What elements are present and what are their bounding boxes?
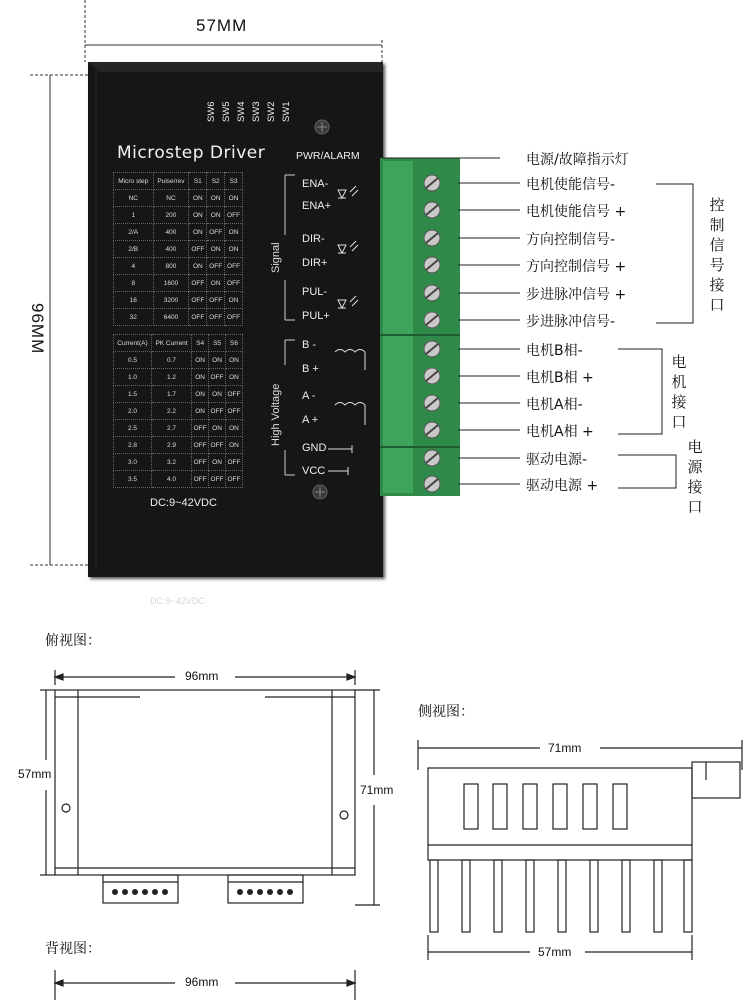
table-cell: OFF xyxy=(189,309,207,326)
terminal-label-dir-plus: DIR+ xyxy=(302,257,328,269)
table-header: S2 xyxy=(207,173,225,190)
table-header: Current(A) xyxy=(114,335,152,352)
table-cell: ON xyxy=(207,275,225,292)
terminal-label-ena-plus: ENA+ xyxy=(302,200,332,212)
side-view-bottom-label: 57mm xyxy=(538,945,572,959)
table-cell: OFF xyxy=(189,275,207,292)
annotation-pin-8: 电机B相 + xyxy=(526,370,594,386)
table-cell: OFF xyxy=(192,437,209,454)
faint-caption: DC:9~42VDC xyxy=(150,596,205,606)
annotation-pin-1: 电机使能信号- xyxy=(526,177,616,193)
annotation-pin-3: 方向控制信号- xyxy=(526,232,616,248)
signal-group-label: Signal xyxy=(270,242,282,273)
table-cell: 1.2 xyxy=(151,369,191,386)
table-header: S1 xyxy=(189,173,207,190)
table-cell: ON xyxy=(192,386,209,403)
table-cell: OFF xyxy=(209,403,226,420)
table-header: S6 xyxy=(226,335,243,352)
annotation-pin-12: 驱动电源 + xyxy=(526,478,599,494)
table-cell: 1600 xyxy=(153,275,189,292)
table-cell: OFF xyxy=(192,420,209,437)
side-view-title: 侧视图： xyxy=(418,704,474,720)
table-cell: 4 xyxy=(114,258,154,275)
table-cell: 200 xyxy=(153,207,189,224)
terminal-label-vcc: VCC xyxy=(302,465,326,477)
terminal-label-b-plus: B + xyxy=(302,363,319,375)
annotation-pin-7: 电机B相- xyxy=(526,343,583,359)
table-cell: 2/B xyxy=(114,241,154,258)
switch-label-sw4: SW4 xyxy=(236,101,247,122)
terminal-label-gnd: GND xyxy=(302,442,327,454)
switch-label-sw1: SW1 xyxy=(281,101,292,122)
terminal-label-dir-minus: DIR- xyxy=(302,233,325,245)
table-cell: OFF xyxy=(226,403,243,420)
switch-label-sw3: SW3 xyxy=(251,101,262,122)
switch-label-sw2: SW2 xyxy=(266,101,277,122)
table-cell: 1.5 xyxy=(114,386,152,403)
table-header: Pulse/rev xyxy=(153,173,189,190)
table-cell: NC xyxy=(114,190,154,207)
table-cell: ON xyxy=(225,224,243,241)
table-cell: OFF xyxy=(225,309,243,326)
table-cell: ON xyxy=(209,420,226,437)
table-cell: 3.5 xyxy=(114,471,152,488)
annotation-pin-2: 电机使能信号 + xyxy=(526,204,627,220)
annotation-pin-10: 电机A相 + xyxy=(526,424,594,440)
back-view-title: 背视图： xyxy=(45,941,101,957)
table-cell: OFF xyxy=(226,454,243,471)
table-cell: OFF xyxy=(207,224,225,241)
group-label-power: 电源接口 xyxy=(687,438,703,516)
table-cell: OFF xyxy=(209,437,226,454)
table-cell: OFF xyxy=(225,207,243,224)
table-cell: 3.2 xyxy=(151,454,191,471)
table-cell: ON xyxy=(192,352,209,369)
supply-range-label: DC:9~42VDC xyxy=(150,497,217,509)
side-height-label: 96MM xyxy=(28,303,47,355)
side-view-top-label: 71mm xyxy=(548,741,582,755)
table-cell: OFF xyxy=(226,471,243,488)
terminal-label-a-plus: A + xyxy=(302,414,319,426)
table-cell: OFF xyxy=(209,369,226,386)
table-cell: 2/A xyxy=(114,224,154,241)
table-cell: 2.0 xyxy=(114,403,152,420)
high-voltage-group-label: High Voltage xyxy=(270,383,282,446)
table-cell: OFF xyxy=(207,309,225,326)
annotation-pin-9: 电机A相- xyxy=(526,397,583,413)
table-cell: OFF xyxy=(207,292,225,309)
top-view-height-right-label: 71mm xyxy=(360,783,394,797)
table-header: PK Current xyxy=(151,335,191,352)
table-cell: ON xyxy=(225,190,243,207)
table-header: S4 xyxy=(192,335,209,352)
table-cell: ON xyxy=(189,207,207,224)
table-cell: ON xyxy=(207,207,225,224)
terminal-label-a-minus: A - xyxy=(302,390,316,402)
annotation-led: 电源/故障指示灯 xyxy=(526,152,629,168)
table-cell: OFF xyxy=(225,275,243,292)
table-cell: 1.0 xyxy=(114,369,152,386)
back-view-width-label: 96mm xyxy=(185,975,219,989)
table-cell: 2.9 xyxy=(151,437,191,454)
table-cell: ON xyxy=(226,437,243,454)
table-cell: 0.7 xyxy=(151,352,191,369)
driver-title: Microstep Driver xyxy=(117,143,266,163)
top-view-height-left-label: 57mm xyxy=(18,767,52,781)
table-cell: 0.5 xyxy=(114,352,152,369)
table-cell: OFF xyxy=(192,471,209,488)
table-cell: ON xyxy=(189,258,207,275)
table-cell: 800 xyxy=(153,258,189,275)
terminal-label-b-minus: B - xyxy=(302,339,317,351)
table-cell: OFF xyxy=(189,292,207,309)
table-cell: 2.7 xyxy=(151,420,191,437)
annotation-pin-5: 步进脉冲信号 + xyxy=(526,287,627,303)
table-cell: ON xyxy=(207,190,225,207)
table-cell: ON xyxy=(189,190,207,207)
table-header: S5 xyxy=(209,335,226,352)
table-cell: 4.0 xyxy=(151,471,191,488)
switch-label-sw6: SW6 xyxy=(206,101,217,122)
table-cell: 400 xyxy=(153,241,189,258)
table-cell: ON xyxy=(226,352,243,369)
table-cell: 2.8 xyxy=(114,437,152,454)
table-header: S3 xyxy=(225,173,243,190)
table-cell: 16 xyxy=(114,292,154,309)
terminal-label-pul-minus: PUL- xyxy=(302,286,328,298)
table-cell: ON xyxy=(226,369,243,386)
table-cell: OFF xyxy=(189,241,207,258)
table-cell: NC xyxy=(153,190,189,207)
table-cell: 1 xyxy=(114,207,154,224)
table-cell: 32 xyxy=(114,309,154,326)
annotation-pin-11: 驱动电源- xyxy=(526,452,588,468)
terminal-label-ena-minus: ENA- xyxy=(302,178,329,190)
table-cell: ON xyxy=(226,420,243,437)
group-label-control: 控制信号接口 xyxy=(709,196,725,314)
top-view-width-label: 96mm xyxy=(185,669,219,683)
table-cell: ON xyxy=(209,386,226,403)
table-cell: OFF xyxy=(209,471,226,488)
table-cell: ON xyxy=(189,224,207,241)
table-cell: ON xyxy=(207,241,225,258)
table-cell: ON xyxy=(225,241,243,258)
group-label-motor: 电机接口 xyxy=(671,353,687,431)
table-cell: ON xyxy=(192,369,209,386)
table-cell: OFF xyxy=(192,454,209,471)
top-width-label: 57MM xyxy=(196,16,248,35)
table-cell: 6400 xyxy=(153,309,189,326)
top-view-title: 俯视图： xyxy=(45,633,101,649)
table-cell: 1.7 xyxy=(151,386,191,403)
led-label: PWR/ALARM xyxy=(296,150,360,162)
table-cell: 400 xyxy=(153,224,189,241)
table-cell: ON xyxy=(192,403,209,420)
table-header: Micro step xyxy=(114,173,154,190)
table-cell: 3200 xyxy=(153,292,189,309)
table-cell: OFF xyxy=(226,386,243,403)
table-cell: ON xyxy=(209,454,226,471)
table-cell: 8 xyxy=(114,275,154,292)
table-cell: OFF xyxy=(225,258,243,275)
annotation-pin-6: 步进脉冲信号- xyxy=(526,314,616,330)
table-cell: OFF xyxy=(207,258,225,275)
table-cell: ON xyxy=(209,352,226,369)
table-cell: 3.0 xyxy=(114,454,152,471)
annotation-pin-4: 方向控制信号 + xyxy=(526,259,627,275)
table-cell: 2.5 xyxy=(114,420,152,437)
switch-label-sw5: SW5 xyxy=(221,101,232,122)
table-cell: 2.2 xyxy=(151,403,191,420)
table-cell: ON xyxy=(225,292,243,309)
terminal-label-pul-plus: PUL+ xyxy=(302,310,330,322)
